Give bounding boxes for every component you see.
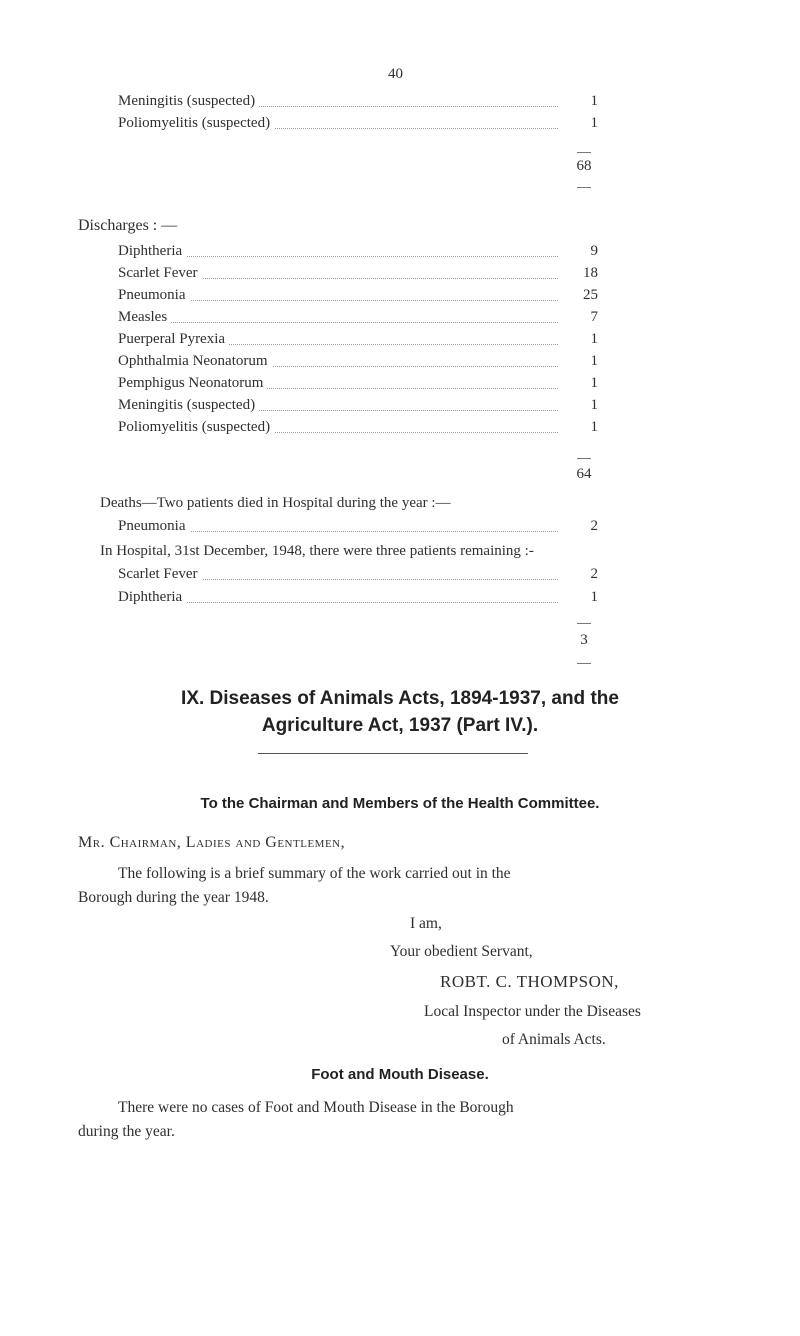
signature-title-2: of Animals Acts. bbox=[502, 1031, 606, 1048]
foot-mouth-body-1: There were no cases of Foot and Mouth Disease in the Borough bbox=[118, 1099, 514, 1116]
row-label: Pneumonia bbox=[118, 518, 190, 535]
total-value: 3 bbox=[580, 632, 588, 648]
total-rule bbox=[577, 623, 591, 624]
row-value: 2 bbox=[568, 518, 598, 535]
list-item bbox=[118, 375, 598, 395]
list-item bbox=[118, 93, 598, 113]
signature-name: ROBT. C. THOMPSON, bbox=[440, 972, 619, 991]
closing: Your obedient Servant, bbox=[390, 943, 533, 960]
total-value: 68 bbox=[576, 158, 592, 174]
row-value: 7 bbox=[568, 309, 598, 326]
row-label: Diphtheria bbox=[118, 243, 186, 260]
row-value: 1 bbox=[568, 589, 598, 606]
total-rule bbox=[577, 663, 591, 664]
row-label: Scarlet Fever bbox=[118, 566, 202, 583]
list-item bbox=[118, 518, 598, 538]
total-rule bbox=[577, 187, 591, 188]
salutation: Mr. Chairman, Ladies and Gentlemen, bbox=[78, 834, 346, 851]
body-line-1: The following is a brief summary of the work carried out in the bbox=[118, 865, 511, 882]
row-label: Measles bbox=[118, 309, 171, 326]
section-label-discharges: Discharges : — bbox=[78, 217, 178, 234]
list-item bbox=[118, 287, 598, 307]
row-value: 1 bbox=[568, 115, 598, 132]
dot-leader bbox=[118, 322, 558, 323]
section-title-line1: IX. Diseases of Animals Acts, 1894-1937, and the bbox=[181, 688, 619, 709]
row-label: Poliomyelitis (suspected) bbox=[118, 419, 274, 436]
row-value: 25 bbox=[568, 287, 598, 304]
body-line-2: Borough during the year 1948. bbox=[78, 889, 269, 906]
row-value: 9 bbox=[568, 243, 598, 260]
row-value: 1 bbox=[568, 353, 598, 370]
row-label: Meningitis (suspected) bbox=[118, 93, 259, 110]
total-value: 64 bbox=[576, 466, 592, 482]
list-item bbox=[118, 331, 598, 351]
list-item bbox=[118, 115, 598, 135]
row-label: Scarlet Fever bbox=[118, 265, 202, 282]
list-item bbox=[118, 589, 598, 609]
row-label: Poliomyelitis (suspected) bbox=[118, 115, 274, 132]
total-rule bbox=[577, 152, 591, 153]
row-value: 2 bbox=[568, 566, 598, 583]
foot-mouth-heading: Foot and Mouth Disease. bbox=[311, 1066, 489, 1083]
list-item bbox=[118, 397, 598, 417]
list-item bbox=[118, 566, 598, 586]
list-item bbox=[118, 309, 598, 329]
list-item bbox=[118, 265, 598, 285]
row-label: Ophthalmia Neonatorum bbox=[118, 353, 272, 370]
list-item bbox=[118, 353, 598, 373]
section-title-line2: Agriculture Act, 1937 (Part IV.). bbox=[261, 715, 539, 736]
row-label: Meningitis (suspected) bbox=[118, 397, 259, 414]
row-value: 1 bbox=[568, 375, 598, 392]
divider bbox=[258, 753, 528, 754]
list-item bbox=[118, 243, 598, 263]
total-rule bbox=[577, 458, 591, 459]
row-value: 1 bbox=[568, 331, 598, 348]
row-label: Diphtheria bbox=[118, 589, 186, 606]
row-value: 1 bbox=[568, 419, 598, 436]
row-value: 1 bbox=[568, 93, 598, 110]
in-hospital-intro: In Hospital, 31st December, 1948, there were three patients remaining :- bbox=[100, 543, 534, 559]
addressee-line: To the Chairman and Members of the Health Committee. bbox=[200, 795, 600, 812]
row-value: 18 bbox=[568, 265, 598, 282]
page-number: 40 bbox=[388, 66, 403, 82]
list-item bbox=[118, 419, 598, 439]
foot-mouth-body-2: during the year. bbox=[78, 1123, 175, 1140]
row-label: Puerperal Pyrexia bbox=[118, 331, 229, 348]
signature-title: Local Inspector under the Diseases bbox=[424, 1003, 641, 1020]
row-label: Pneumonia bbox=[118, 287, 190, 304]
row-label: Pemphigus Neonatorum bbox=[118, 375, 267, 392]
deaths-intro: Deaths—Two patients died in Hospital during the year :— bbox=[100, 495, 451, 511]
closing-i-am: I am, bbox=[410, 915, 442, 932]
row-value: 1 bbox=[568, 397, 598, 414]
